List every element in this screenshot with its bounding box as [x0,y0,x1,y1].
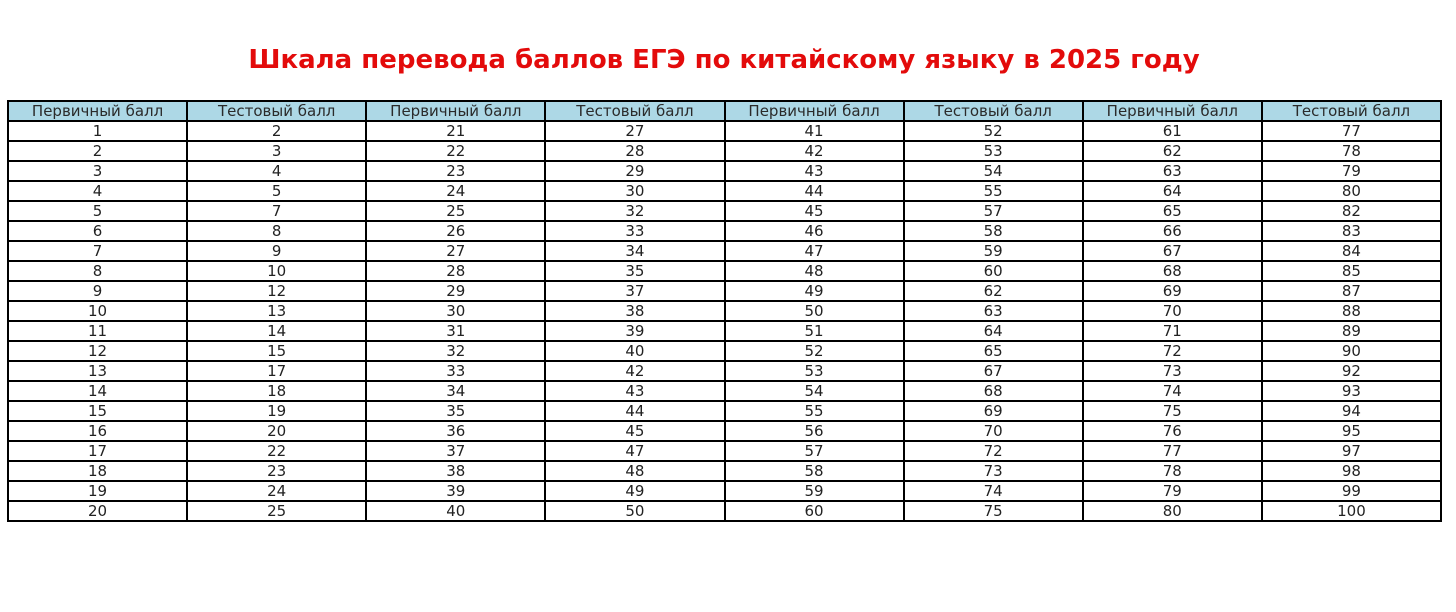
test-score-cell: 73 [904,461,1083,481]
primary-score-cell: 43 [725,161,904,181]
primary-score-cell: 77 [1083,441,1262,461]
primary-score-cell: 59 [725,481,904,501]
test-score-cell: 37 [545,281,724,301]
header-row [8,101,1441,121]
primary-score-cell: 28 [366,261,545,281]
test-score-cell: 25 [187,501,366,521]
primary-score-cell: 45 [725,201,904,221]
test-score-cell: 100 [1262,501,1441,521]
primary-score-cell: 73 [1083,361,1262,381]
table-row [8,181,1441,201]
test-score-cell: 98 [1262,461,1441,481]
table-row [8,161,1441,181]
primary-score-cell: 27 [366,241,545,261]
test-score-cell: 70 [904,421,1083,441]
primary-score-cell: 21 [366,121,545,141]
primary-score-cell: 51 [725,321,904,341]
primary-score-cell: 9 [8,281,187,301]
primary-score-cell: 7 [8,241,187,261]
primary-score-cell: 68 [1083,261,1262,281]
test-score-cell: 38 [545,301,724,321]
primary-score-cell: 72 [1083,341,1262,361]
primary-score-cell: 3 [8,161,187,181]
test-score-cell: 24 [187,481,366,501]
primary-score-cell: 12 [8,341,187,361]
primary-score-cell: 10 [8,301,187,321]
test-score-cell: 3 [187,141,366,161]
test-score-cell: 55 [904,181,1083,201]
test-score-cell: 35 [545,261,724,281]
test-score-header: Тестовый балл [904,101,1083,121]
primary-score-cell: 31 [366,321,545,341]
page-title: Шкала перевода баллов ЕГЭ по китайскому языку в 2025 году [248,45,1200,75]
table-row [8,141,1441,161]
test-score-cell: 20 [187,421,366,441]
test-score-cell: 48 [545,461,724,481]
test-score-cell: 57 [904,201,1083,221]
primary-score-cell: 25 [366,201,545,221]
test-score-cell: 53 [904,141,1083,161]
test-score-cell: 15 [187,341,366,361]
primary-score-cell: 56 [725,421,904,441]
primary-score-cell: 4 [8,181,187,201]
primary-score-cell: 48 [725,261,904,281]
table-row [8,221,1441,241]
table-row [8,401,1441,421]
primary-score-cell: 58 [725,461,904,481]
primary-score-cell: 47 [725,241,904,261]
primary-score-cell: 6 [8,221,187,241]
primary-score-cell: 71 [1083,321,1262,341]
test-score-cell: 87 [1262,281,1441,301]
test-score-cell: 63 [904,301,1083,321]
primary-score-cell: 11 [8,321,187,341]
table-row [8,281,1441,301]
test-score-cell: 69 [904,401,1083,421]
table-row [8,321,1441,341]
primary-score-cell: 80 [1083,501,1262,521]
table-row [8,361,1441,381]
primary-score-cell: 39 [366,481,545,501]
test-score-cell: 7 [187,201,366,221]
test-score-cell: 32 [545,201,724,221]
table-row [8,481,1441,501]
primary-score-cell: 60 [725,501,904,521]
test-score-cell: 52 [904,121,1083,141]
test-score-cell: 99 [1262,481,1441,501]
primary-score-cell: 41 [725,121,904,141]
test-score-header: Тестовый балл [187,101,366,121]
primary-score-cell: 61 [1083,121,1262,141]
primary-score-cell: 13 [8,361,187,381]
test-score-cell: 33 [545,221,724,241]
primary-score-cell: 79 [1083,481,1262,501]
primary-score-cell: 40 [366,501,545,521]
test-score-cell: 28 [545,141,724,161]
test-score-cell: 78 [1262,141,1441,161]
primary-score-cell: 67 [1083,241,1262,261]
test-score-cell: 79 [1262,161,1441,181]
primary-score-cell: 36 [366,421,545,441]
primary-score-cell: 54 [725,381,904,401]
primary-score-cell: 34 [366,381,545,401]
primary-score-cell: 20 [8,501,187,521]
test-score-cell: 23 [187,461,366,481]
test-score-cell: 10 [187,261,366,281]
test-score-cell: 45 [545,421,724,441]
test-score-cell: 9 [187,241,366,261]
test-score-cell: 42 [545,361,724,381]
test-score-cell: 83 [1262,221,1441,241]
test-score-cell: 90 [1262,341,1441,361]
table-row [8,421,1441,441]
test-score-cell: 82 [1262,201,1441,221]
test-score-cell: 74 [904,481,1083,501]
table-body [8,121,1441,521]
test-score-cell: 97 [1262,441,1441,461]
table-row [8,121,1441,141]
test-score-cell: 64 [904,321,1083,341]
primary-score-cell: 35 [366,401,545,421]
test-score-cell: 22 [187,441,366,461]
test-score-cell: 59 [904,241,1083,261]
test-score-cell: 65 [904,341,1083,361]
test-score-cell: 84 [1262,241,1441,261]
primary-score-cell: 70 [1083,301,1262,321]
test-score-cell: 60 [904,261,1083,281]
primary-score-cell: 65 [1083,201,1262,221]
test-score-cell: 17 [187,361,366,381]
primary-score-cell: 32 [366,341,545,361]
primary-score-cell: 66 [1083,221,1262,241]
primary-score-cell: 23 [366,161,545,181]
test-score-cell: 67 [904,361,1083,381]
primary-score-header: Первичный балл [8,101,187,121]
test-score-cell: 2 [187,121,366,141]
primary-score-cell: 18 [8,461,187,481]
table-row [8,441,1441,461]
primary-score-cell: 53 [725,361,904,381]
test-score-cell: 44 [545,401,724,421]
table-row [8,301,1441,321]
primary-score-cell: 74 [1083,381,1262,401]
primary-score-cell: 19 [8,481,187,501]
primary-score-header: Первичный балл [366,101,545,121]
primary-score-cell: 29 [366,281,545,301]
test-score-cell: 68 [904,381,1083,401]
test-score-cell: 75 [904,501,1083,521]
primary-score-cell: 30 [366,301,545,321]
primary-score-cell: 63 [1083,161,1262,181]
table-row [8,341,1441,361]
test-score-cell: 27 [545,121,724,141]
test-score-cell: 72 [904,441,1083,461]
table-row [8,461,1441,481]
primary-score-cell: 22 [366,141,545,161]
primary-score-cell: 2 [8,141,187,161]
test-score-cell: 39 [545,321,724,341]
table-row [8,241,1441,261]
test-score-cell: 54 [904,161,1083,181]
test-score-cell: 4 [187,161,366,181]
test-score-cell: 58 [904,221,1083,241]
primary-score-cell: 42 [725,141,904,161]
test-score-cell: 85 [1262,261,1441,281]
primary-score-cell: 24 [366,181,545,201]
primary-score-cell: 14 [8,381,187,401]
test-score-cell: 94 [1262,401,1441,421]
primary-score-cell: 64 [1083,181,1262,201]
test-score-cell: 92 [1262,361,1441,381]
test-score-cell: 47 [545,441,724,461]
primary-score-header: Первичный балл [725,101,904,121]
primary-score-cell: 15 [8,401,187,421]
primary-score-cell: 33 [366,361,545,381]
primary-score-cell: 17 [8,441,187,461]
table-header [8,101,1441,121]
test-score-cell: 95 [1262,421,1441,441]
test-score-cell: 62 [904,281,1083,301]
primary-score-cell: 38 [366,461,545,481]
primary-score-cell: 50 [725,301,904,321]
test-score-cell: 80 [1262,181,1441,201]
test-score-cell: 18 [187,381,366,401]
test-score-cell: 49 [545,481,724,501]
table-row [8,201,1441,221]
primary-score-cell: 1 [8,121,187,141]
primary-score-cell: 37 [366,441,545,461]
primary-score-cell: 49 [725,281,904,301]
test-score-cell: 30 [545,181,724,201]
test-score-cell: 50 [545,501,724,521]
primary-score-cell: 16 [8,421,187,441]
primary-score-cell: 44 [725,181,904,201]
test-score-cell: 13 [187,301,366,321]
primary-score-cell: 52 [725,341,904,361]
test-score-cell: 93 [1262,381,1441,401]
primary-score-cell: 57 [725,441,904,461]
primary-score-cell: 69 [1083,281,1262,301]
primary-score-cell: 46 [725,221,904,241]
table-row [8,501,1441,521]
test-score-cell: 40 [545,341,724,361]
primary-score-cell: 8 [8,261,187,281]
test-score-cell: 12 [187,281,366,301]
primary-score-header: Первичный балл [1083,101,1262,121]
test-score-cell: 29 [545,161,724,181]
test-score-cell: 19 [187,401,366,421]
primary-score-cell: 75 [1083,401,1262,421]
test-score-cell: 43 [545,381,724,401]
test-score-cell: 8 [187,221,366,241]
test-score-cell: 88 [1262,301,1441,321]
primary-score-cell: 55 [725,401,904,421]
test-score-cell: 77 [1262,121,1441,141]
primary-score-cell: 76 [1083,421,1262,441]
primary-score-cell: 62 [1083,141,1262,161]
test-score-cell: 5 [187,181,366,201]
test-score-cell: 14 [187,321,366,341]
score-conversion-table [7,100,1442,522]
primary-score-cell: 5 [8,201,187,221]
table-row [8,261,1441,281]
test-score-header: Тестовый балл [545,101,724,121]
primary-score-cell: 78 [1083,461,1262,481]
test-score-header: Тестовый балл [1262,101,1441,121]
primary-score-cell: 26 [366,221,545,241]
test-score-cell: 89 [1262,321,1441,341]
table-row [8,381,1441,401]
test-score-cell: 34 [545,241,724,261]
